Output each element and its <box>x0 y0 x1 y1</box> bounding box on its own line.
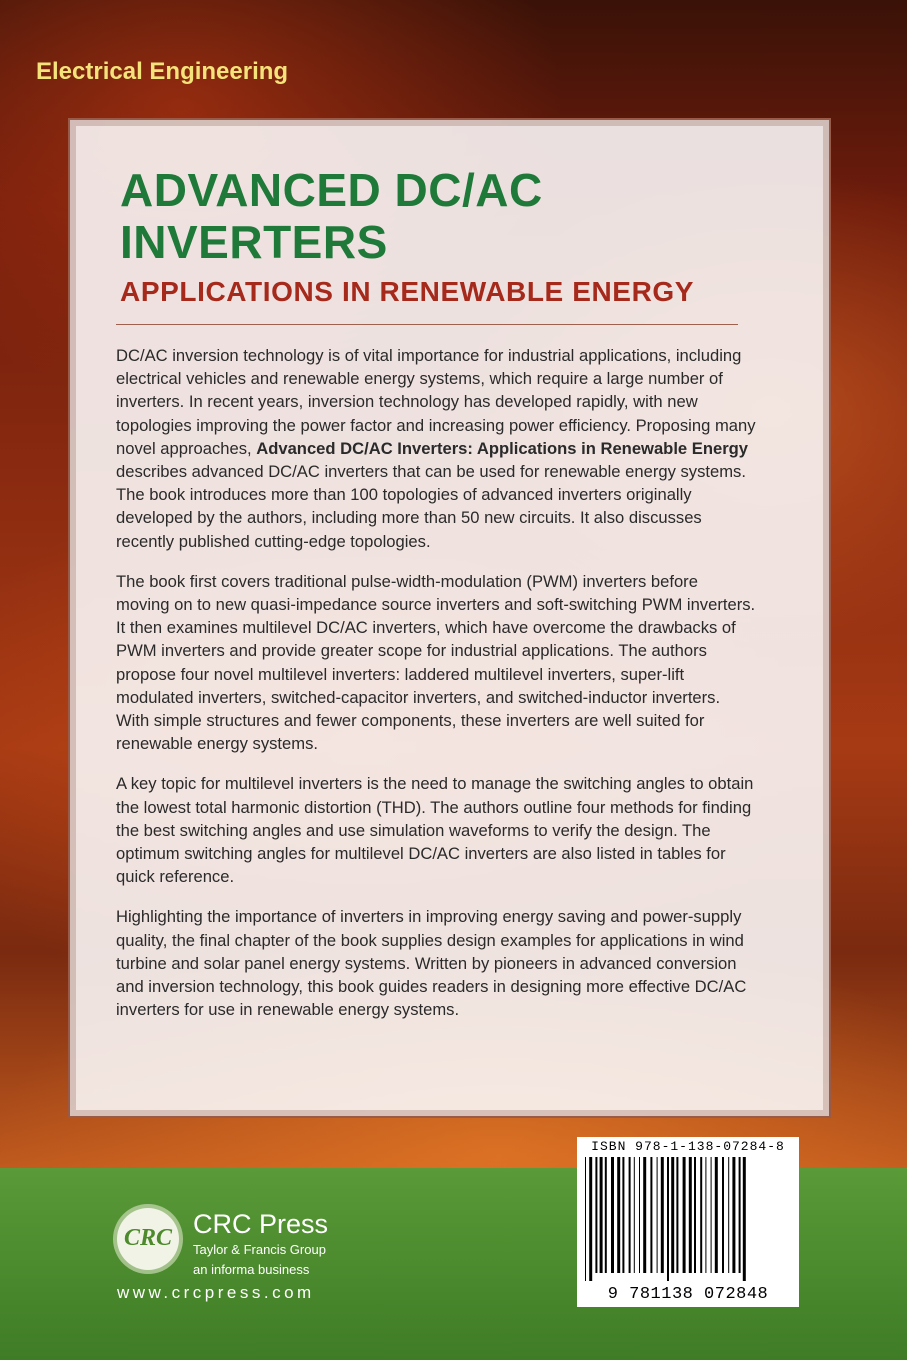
barcode-bar <box>589 1157 592 1281</box>
paragraph-1-intro: DC/AC inversion technology is of vital importance for industrial applications, including electrical vehicles and renewable energy systems, which require a large number of inverters. In recent years, inversion technology has developed rapidly, with new topologies improving the power factor and increasing power efficiency. Proposing many novel approaches, <box>116 346 756 458</box>
paragraph-1-rest: describes advanced DC/AC inverters that can be used for renewable energy systems. The book introduces more than 100 topologies of advanced inverters originally developed by the authors, including more than 50 new circuits. It also discusses recently published cutting-edge topologies. <box>116 462 746 551</box>
barcode-bar <box>661 1157 664 1273</box>
barcode-bar <box>643 1157 646 1273</box>
publisher-group: Taylor & Francis Group <box>193 1242 326 1257</box>
barcode-bar <box>585 1157 586 1281</box>
barcode-bar <box>595 1157 597 1273</box>
barcode-bar <box>639 1157 640 1273</box>
divider <box>116 324 738 325</box>
book-subtitle: APPLICATIONS IN RENEWABLE ENERGY <box>120 276 695 307</box>
barcode-bar <box>629 1157 631 1273</box>
book-title <box>120 164 543 268</box>
barcode-bars <box>583 1157 793 1281</box>
barcode-bar <box>622 1157 624 1273</box>
barcode-bar <box>711 1157 712 1273</box>
description-text <box>116 344 756 1038</box>
barcode-bar <box>650 1157 652 1273</box>
series-label: Electrical Engineering <box>36 58 289 85</box>
title-line-1: ADVANCED DC/AC <box>120 164 543 216</box>
isbn-digits: 9 781138 072848 <box>607 1285 769 1304</box>
barcode-bar <box>743 1157 746 1281</box>
barcode-bar <box>611 1157 614 1273</box>
publisher-name: CRC Press <box>193 1209 329 1239</box>
barcode-bar <box>705 1157 706 1273</box>
publisher-url[interactable]: www.crcpress.com <box>117 1283 315 1302</box>
crc-logo-text: CRC <box>123 1225 173 1251</box>
isbn-label: ISBN 978-1-138-07284-8 <box>591 1139 785 1154</box>
crc-logo <box>117 1208 179 1270</box>
barcode-bar <box>667 1157 669 1281</box>
paragraph-2: The book first covers traditional pulse-width-modulation (PWM) inverters before moving on to new quasi-impedance source inverters and soft-switching PWM inverters. It then examines multilevel DC/AC inverters, which have overcome the drawbacks of PWM inverters and provide greater scope for industrial applications. The authors propose four novel multilevel inverters: laddered multilevel inverters, super-lift modulated inverters, switched-capacitor inverters, and switched-inductor inverters. With simple structures and fewer components, these inverters are well suited for renewable energy systems. <box>116 571 756 754</box>
paragraph-1 <box>116 344 756 553</box>
barcode-bar <box>600 1157 603 1273</box>
barcode-bar <box>715 1157 718 1273</box>
barcode-bar <box>732 1157 735 1273</box>
paragraph-3: A key topic for multilevel inverters is the need to manage the switching angles to obtain the lowest total harmonic distortion (THD). The authors outline four methods for finding the best switching angles and use simulation waveforms to verify the design. The optimum switching angles for multilevel DC/AC inverters are also listed in tables for quick reference. <box>116 774 754 887</box>
barcode-bar <box>722 1157 724 1273</box>
barcode-bar <box>700 1157 702 1273</box>
barcode-bar <box>683 1157 686 1273</box>
title-line-2: INVERTERS <box>120 216 388 268</box>
barcode-bar <box>728 1157 729 1273</box>
barcode-bar <box>617 1157 620 1273</box>
barcode-bar <box>605 1157 607 1273</box>
isbn-barcode <box>577 1137 799 1307</box>
paragraph-4: Highlighting the importance of inverters in improving energy saving and power-supply quality, the final chapter of the book supplies design examples for applications in wind turbine and solar panel energy systems. Written by pioneers in advanced conversion and inversion technology, this book guides readers in designing more effective DC/AC inverters for use in renewable energy systems. <box>116 907 747 1020</box>
barcode-bar <box>694 1157 696 1273</box>
barcode-bar <box>671 1157 674 1273</box>
barcode-bar <box>689 1157 692 1273</box>
barcode-bar <box>657 1157 658 1273</box>
publisher-tagline: an informa business <box>193 1262 310 1277</box>
barcode-bar <box>676 1157 678 1273</box>
barcode-bar <box>739 1157 741 1273</box>
paragraph-1-book-title: Advanced DC/AC Inverters: Applications in Renewable Energy <box>256 438 749 458</box>
description-panel <box>68 118 831 1118</box>
barcode-bar <box>634 1157 635 1273</box>
